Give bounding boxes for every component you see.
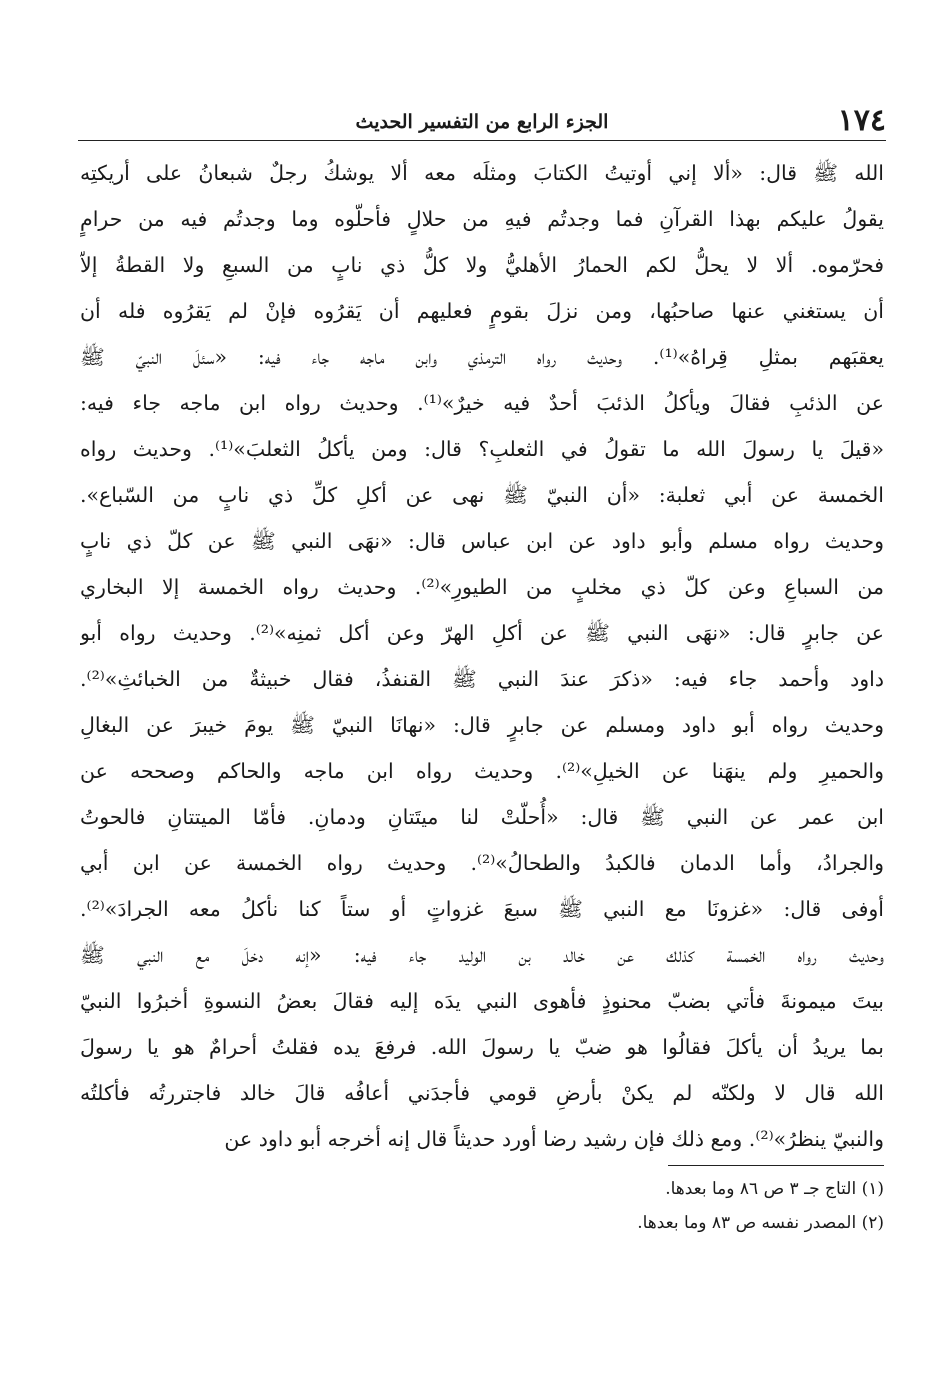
footnotes [80, 1172, 884, 1240]
body-text [80, 150, 884, 1162]
text-line: من السباعِ وعن كلّ ذي مخلبٍ من الطيورِ»⁽²⁾. وحديث رواه الخمسة إلا البخاري [80, 575, 884, 599]
text-line: وحديث رواه الخمسة كذلك عن خالد بن الوليد جاء فيه: «إنه دخلَ مع النبي ﷺ [80, 943, 884, 967]
text-line: والجرادُ، وأما الدمان فالكبدُ والطحالُ»⁽²⁾. وحديث رواه الخمسة عن ابن أبي [80, 851, 884, 875]
text-line: الله ﷺ قال: «ألا إني أوتيتُ الكتابَ ومثلَه معه ألا يوشكُ رجلٌ شبعانُ على أريكتِه [80, 161, 884, 185]
text-line: ابن عمر عن النبي ﷺ قال: «أُحلّتْ لنا ميتَتانِ ودمانِ. فأمّا الميتتانِ فالحوتُ [80, 805, 884, 829]
text-line: الله قال لا ولكنّه لم يكنْ بأرضِ قومي فأجدَني أعافُه قالَ خالد فاجتررتُه فأكلتُه [80, 1081, 884, 1105]
text-line: «قيلَ يا رسولَ الله ما تقولُ في الثعلبِ؟ قال: ومن يأكلُ الثعلبَ»⁽¹⁾. وحديث رواه [80, 437, 884, 461]
text-line: عن الذئبِ فقالَ ويأكلُ الذئبَ أحدٌ فيه خيرٌ»⁽¹⁾. وحديث رواه ابن ماجه جاء فيه: [80, 391, 884, 415]
page-number: ١٧٤ [837, 103, 886, 138]
text-line: وحديث رواه مسلم وأبو داود عن ابن عباس قال: «نهَى النبي ﷺ عن كلّ ذي نابٍ [80, 529, 884, 553]
text-line: عن جابرٍ قال: «نهَى النبي ﷺ عن أكلِ الهرّ وعن أكل ثمنِه»⁽²⁾. وحديث رواه أبو [80, 621, 884, 645]
text-line: وحديث رواه أبو داود ومسلم عن جابرٍ قال: «نهانَا النبيّ ﷺ يومَ خيبرَ عن البغالِ [80, 713, 884, 737]
running-title: الجزء الرابع من التفسير الحديث [355, 111, 609, 133]
text-line: فحرّموه. ألا لا يحلُّ لكم الحمارُ الأهليُّ ولا كلُّ ذي نابٍ من السبعِ ولا القطةُ إلاّ [80, 253, 884, 277]
text-line: أن يستغني عنها صاحبُها، ومن نزلَ بقومٍ فعليهم أن يَقرُوه فإنْ لم يَقرُوه فله أن [80, 299, 884, 323]
text-line: بيتَ ميمونةَ فأتي بضبّ محنوذٍ فأهوى النبي يدَه إليه فقالَ بعضُ النسوةِ أخبرُوا النبيّ [80, 989, 884, 1013]
header-divider [78, 140, 886, 141]
page-header [78, 102, 886, 142]
footnote-2: (٢) المصدر نفسه ص ٨٣ وما بعدها. [637, 1213, 884, 1233]
text-line: الخمسة عن أبي ثعلبة: «أن النبيّ ﷺ نهى عن أكلِ كلِّ ذي نابٍ من السّباع». [80, 483, 884, 507]
text-line: والحميرِ ولم ينهَنا عن الخيلِ»⁽²⁾. وحديث رواه ابن ماجه والحاكم وصححه عن [80, 759, 884, 783]
text-line: يعقبَهم بمثلِ قِراهُ»⁽¹⁾. وحديث رواه الترمذي وابن ماجه جاء فيه: «سئلَ النبيّ ﷺ [80, 345, 884, 369]
text-line: والنبيّ ينظرُ»⁽²⁾. ومع ذلك فإن رشيد رضا أورد حديثاً قال إنه أخرجه أبو داود عن [224, 1127, 884, 1151]
footnote-divider [668, 1165, 884, 1166]
text-line: داود وأحمد جاء فيه: «ذكرَ عندَ النبي ﷺ القنفذُ، فقال خبيثةٌ من الخبائثِ»⁽²⁾. [80, 667, 884, 691]
text-line: أوفى قال: «غزونَا مع النبي ﷺ سبعَ غزواتٍ أو ستاً كنا نأكلُ معه الجرادَ»⁽²⁾. [80, 897, 884, 921]
text-line: بما يريدُ أن يأكلَ فقالُوا هو ضبّ يا رسولَ الله. فرفعَ يده فقلتُ أحرامٌ هو يا رسولَ [80, 1035, 884, 1059]
text-line: يقولُ عليكم بهذا القرآنِ فما وجدتُم فيهِ من حلالٍ فأحلّوه وما وجدتُم فيه من حرامٍ [80, 207, 884, 231]
footnote-1: (١) التاج جـ ٣ ص ٨٦ وما بعدها. [665, 1179, 884, 1199]
